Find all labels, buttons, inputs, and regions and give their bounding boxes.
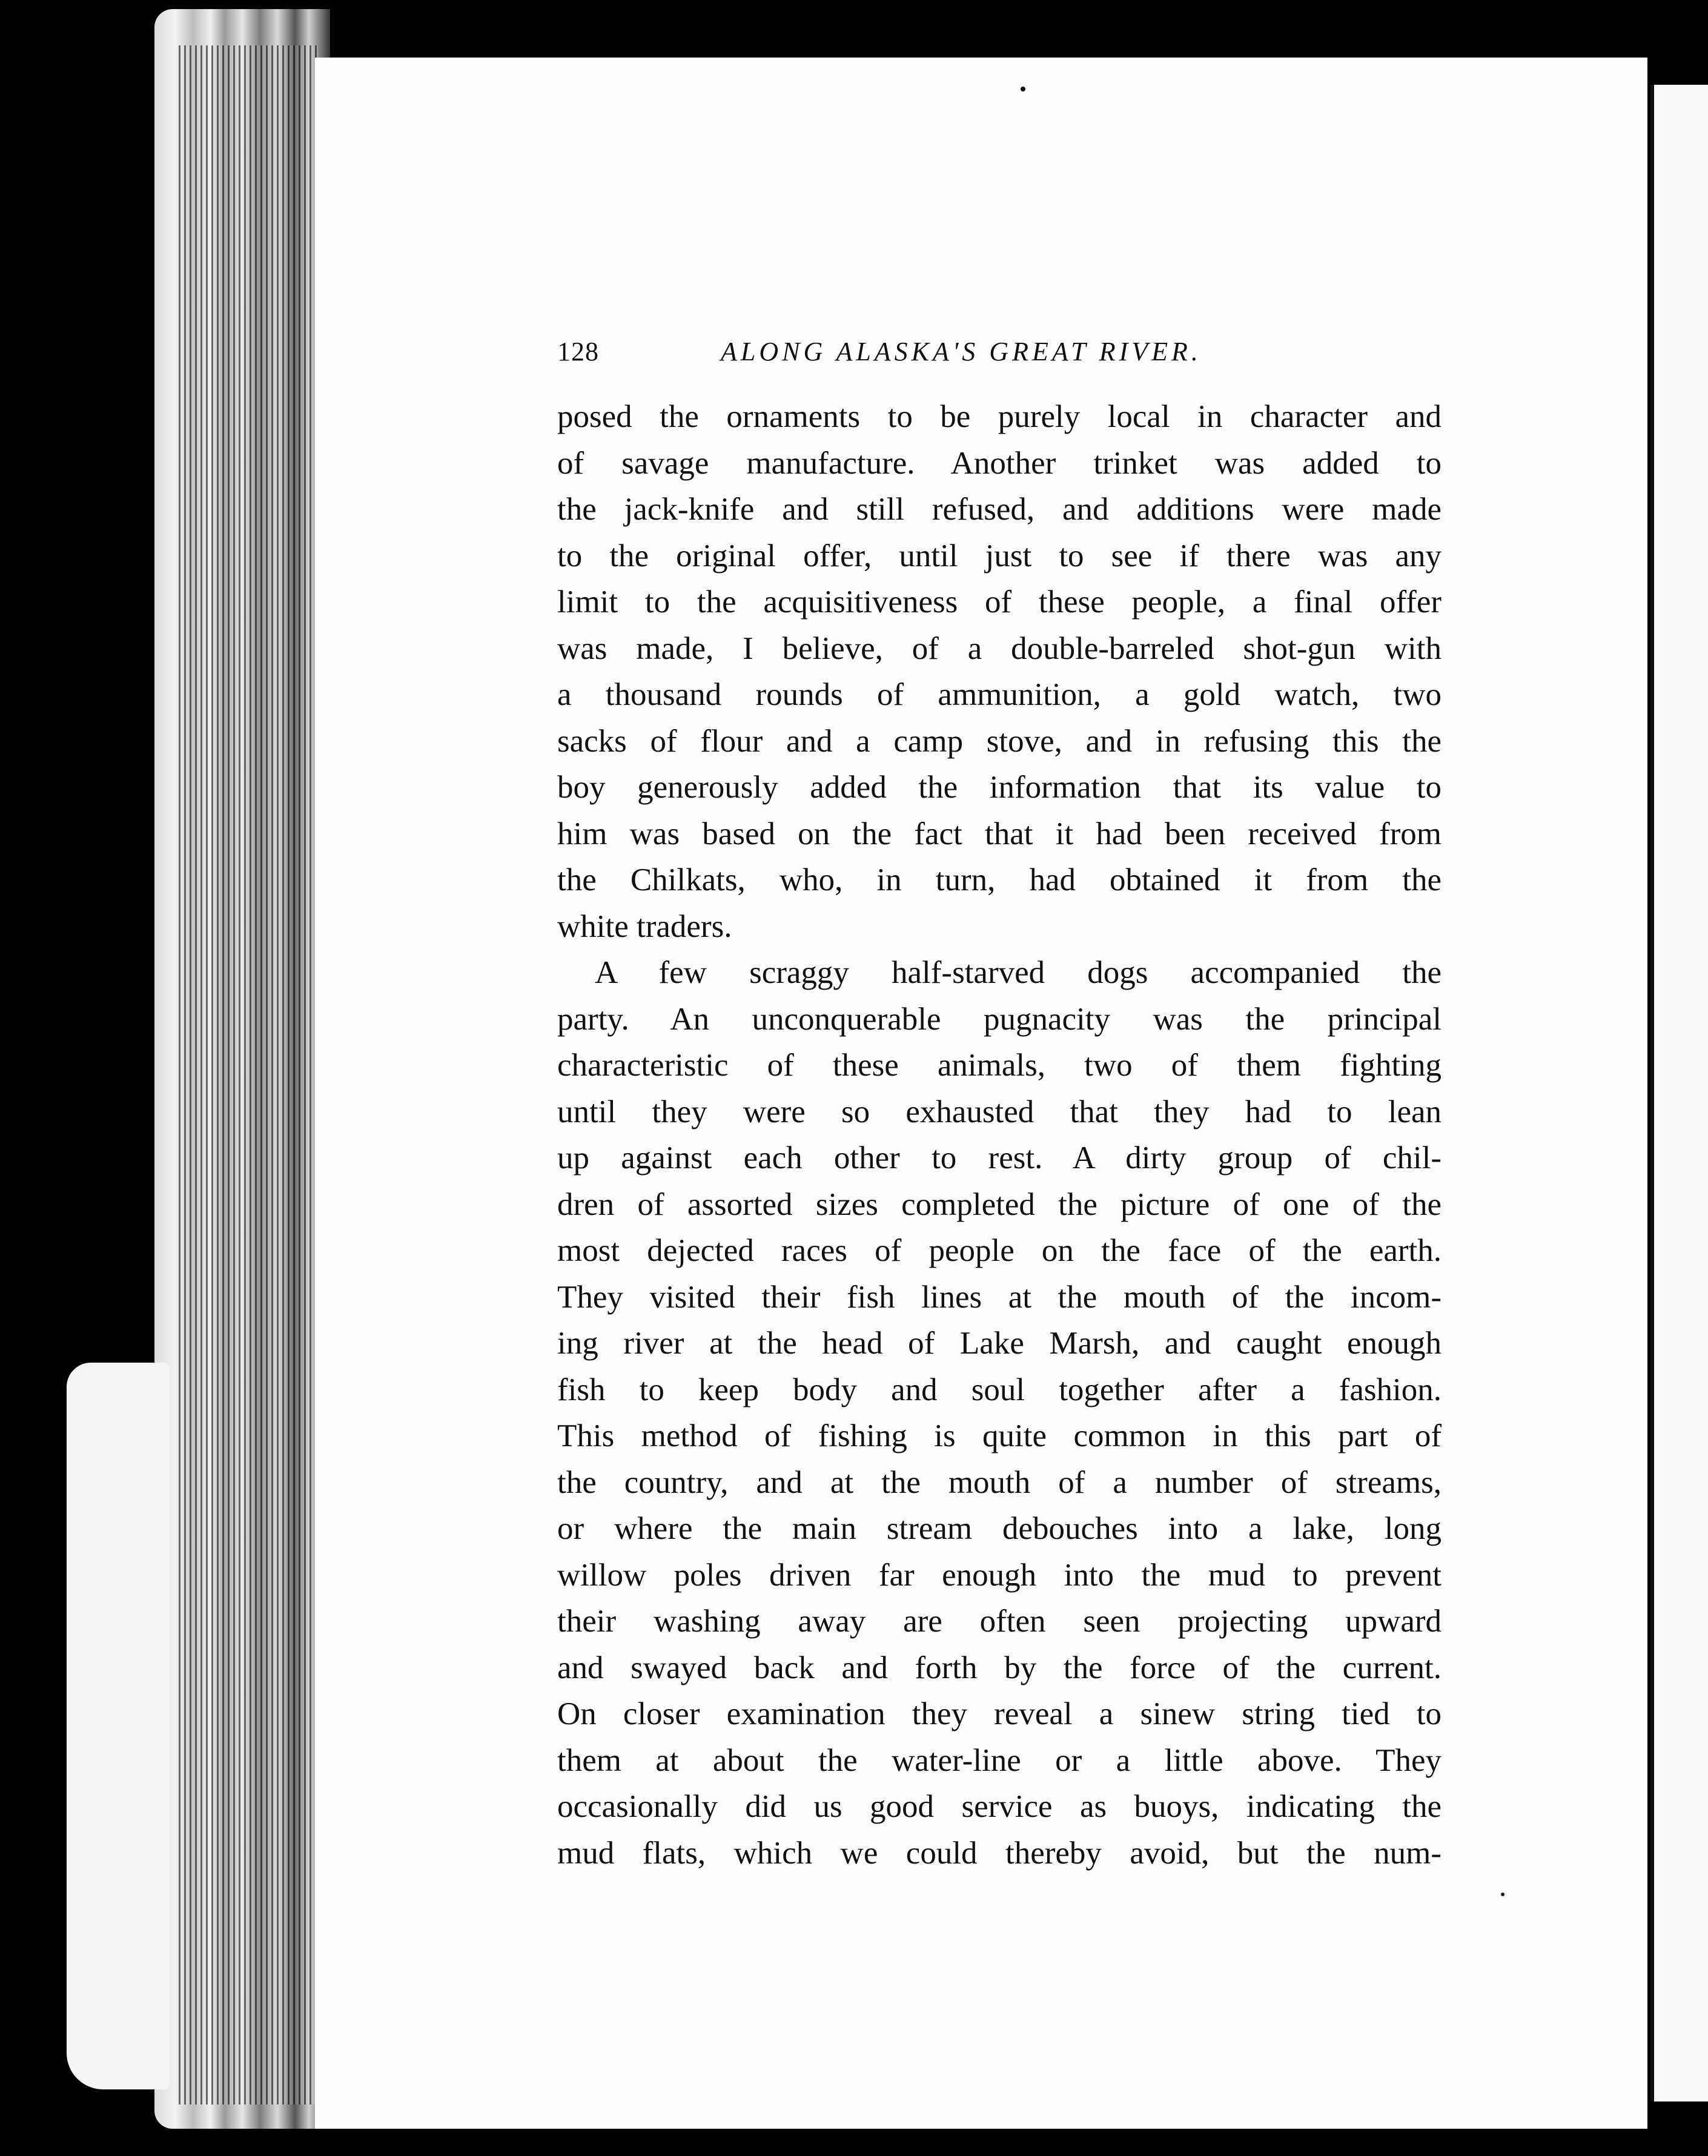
text-line: posed the ornaments to be purely local in character and bbox=[557, 399, 1442, 434]
text-line: their washing away are often seen projecting upward bbox=[557, 1604, 1442, 1639]
text-line: white traders. bbox=[557, 908, 732, 944]
text-line: the Chilkats, who, in turn, had obtained it from the bbox=[557, 862, 1442, 898]
text-line: mud flats, which we could thereby avoid, but the num- bbox=[557, 1835, 1442, 1871]
text-line: fish to keep body and soul together after a fashion. bbox=[557, 1372, 1442, 1407]
text-line: characteristic of these animals, two of them fighting bbox=[557, 1048, 1442, 1083]
text-line: party. An unconquerable pugnacity was the principal bbox=[557, 1001, 1442, 1037]
text-line: dren of assorted sizes completed the picture of one of the bbox=[557, 1186, 1442, 1222]
text-line: willow poles driven far enough into the mud to prevent bbox=[557, 1557, 1442, 1593]
text-line: or where the main stream debouches into a lake, long bbox=[557, 1511, 1442, 1546]
text-line: was made, I believe, of a double-barreled shot-gun with bbox=[557, 630, 1442, 666]
text-line: occasionally did us good service as buoys, indicating the bbox=[557, 1789, 1442, 1824]
text-line: and swayed back and forth by the force of the current. bbox=[557, 1650, 1442, 1685]
text-line: A few scraggy half-starved dogs accompanied the bbox=[595, 955, 1442, 990]
body-text bbox=[557, 394, 1442, 1876]
text-line: a thousand rounds of ammunition, a gold watch, two bbox=[557, 677, 1442, 712]
book-page-edges bbox=[154, 9, 330, 2129]
ink-speck bbox=[1501, 1893, 1504, 1896]
text-line: the jack-knife and still refused, and additions were made bbox=[557, 492, 1442, 527]
text-line: them at about the water-line or a little above. They bbox=[557, 1742, 1442, 1778]
text-line: On closer examination they reveal a sinew string tied to bbox=[557, 1696, 1442, 1731]
text-line: up against each other to rest. A dirty group of chil- bbox=[557, 1140, 1442, 1176]
text-line: sacks of flour and a camp stove, and in refusing this the bbox=[557, 723, 1442, 759]
running-title: ALONG ALASKA'S GREAT RIVER. bbox=[721, 337, 1202, 366]
text-line: They visited their fish lines at the mouth of the incom- bbox=[557, 1279, 1442, 1315]
text-line: him was based on the fact that it had been received from bbox=[557, 816, 1442, 851]
text-line: limit to the acquisitiveness of these people, a final offer bbox=[557, 584, 1442, 620]
text-line: ing river at the head of Lake Marsh, and caught enough bbox=[557, 1326, 1442, 1361]
text-line: until they were so exhausted that they had to lean bbox=[557, 1094, 1442, 1129]
text-line: of savage manufacture. Another trinket was added to bbox=[557, 445, 1442, 481]
text-line: the country, and at the mouth of a number of streams, bbox=[557, 1464, 1442, 1500]
facing-page-edge bbox=[1650, 85, 1708, 2101]
torn-page-fragment bbox=[67, 1363, 170, 2089]
page-number: 128 bbox=[557, 337, 599, 366]
running-head bbox=[557, 336, 1284, 372]
text-line: most dejected races of people on the face of the earth. bbox=[557, 1233, 1442, 1268]
text-line: This method of fishing is quite common in this part of bbox=[557, 1418, 1442, 1453]
text-line: to the original offer, until just to see if there was any bbox=[557, 538, 1442, 574]
ink-speck bbox=[1021, 87, 1025, 91]
text-line: boy generously added the information that its value to bbox=[557, 770, 1442, 805]
